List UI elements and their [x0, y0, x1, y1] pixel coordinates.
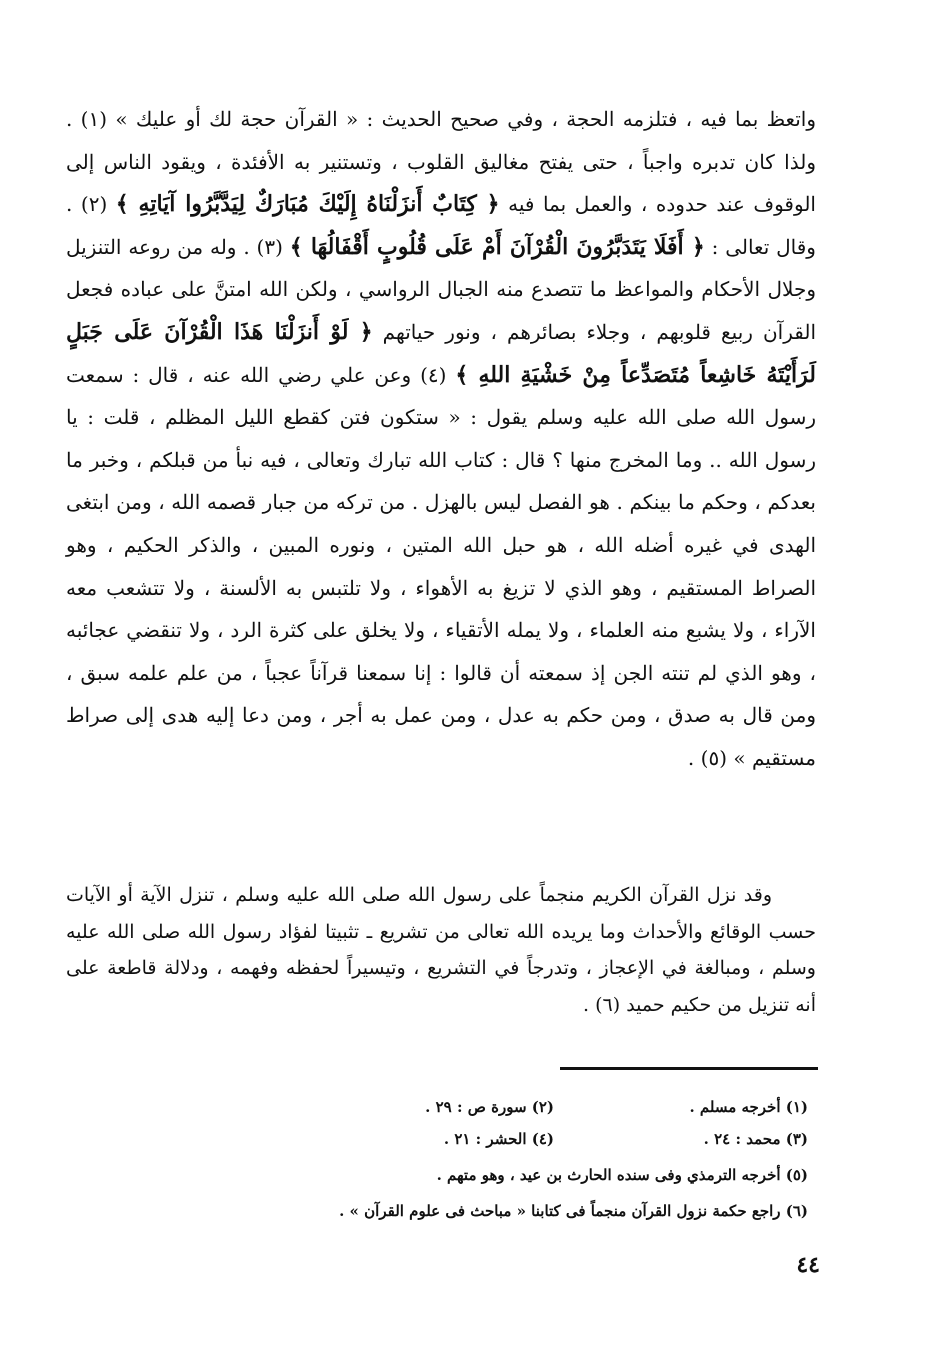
- footnote-3: (٣) محمد : ٢٤ .: [703, 1130, 808, 1148]
- quran-verse: ﴿ أَفَلَا يَتَدَبَّرُونَ الْقُرْآنَ أَمْ عَلَى قُلُوبٍ أَقْفَالُهَا ﴾: [289, 233, 705, 260]
- text-segment: (٢) . وقال تعالى :: [66, 192, 816, 259]
- text-segment: (٣) . وله من روعه التنزيل وجلال الأحكام والمواعظ ما تتصدع منه الجبال الرواسي ، ولكن الله امتنَّ على عباده فجعل القرآن ربيع قلوبهم ، وجلاء بصائرهم ، ونور حياتهم: [66, 234, 817, 344]
- paragraph-text: وقد نزل القرآن الكريم منجماً على رسول الله صلى الله عليه وسلم ، تنزل الآية أو الآيات حسب الوقائع والأحداث وما يريده الله تعالى من تشريع ـ تثبيتا لفؤاد رسول الله صلى الله عليه وسلم ، ومبالغة في الإعجاز ، وتدرجاً في التشريع ، وتيسيراً لحفظه وفهمه ، ودلالة قاطعة على أنه تنزيل من حكيم حميد (٦) .: [66, 884, 816, 1016]
- footnote-4: (٤) الحشر : ٢١ .: [443, 1130, 554, 1148]
- body-text: [66, 98, 816, 780]
- text-segment: واتعظ بما فيه ، فتلزمه الحجة ، وفي صحيح الحديث : « القرآن حجة لك أو عليك » (١) . ولذا كان تدبره واجباً ، حتى يفتح مغاليق القلوب ، وتستنير به الأفئدة ، ويقود الناس إلى الوقوف عند حدوده ، والعمل بما فيه: [66, 107, 816, 217]
- footnote-separator: [560, 1067, 818, 1070]
- footnotes-short: [320, 1094, 808, 1152]
- footnote-1: (١) أخرجه مسلم .: [689, 1098, 808, 1116]
- footnote-5: (٥) أخرجه الترمذي وفى سنده الحارث بن عيد ، وهو متهم .: [436, 1166, 808, 1184]
- footnote-2: (٢) سورة ص : ٢٩ .: [425, 1098, 554, 1116]
- second-paragraph: [66, 877, 816, 1023]
- quran-verse: ﴿ لَوْ أَنزَلْنَا هَذَا الْقُرْآنَ عَلَى جَبَلٍ لَرَأَيْتَهُ خَاشِعاً مُتَصَدِّعاً مِنْ خَشْيَةِ اللهِ ﴾: [66, 318, 816, 388]
- text-segment: (٤) وعن علي رضي الله عنه ، قال : سمعت رسول الله صلى الله عليه وسلم يقول : « ستكون فتن كقطع الليل المظلم ، قلت : يا رسول الله .. وما المخرج منها ؟ قال : كتاب الله تبارك وتعالى ، فيه نبأ من قبلكم ، وخبر ما بعدكم ، وحكم ما بينكم . هو الفصل ليس بالهزل . من تركه من جبار قصمه الله ، ومن ابتغى الهدى في غيره أضله الله ، هو حبل الله المتين ، ونوره المبين ، والذكر الحكيم ، وهو الصراط المستقيم ، وهو الذي لا تزيغ به الأهواء ، ولا تلتبس به الألسنة ، ولا تتشعب معه الآراء ، ولا يشبع منه العلماء ، ولا يمله الأتقياء ، ولا يخلق على كثرة الرد ، ولا تنقضي عجائبه ، وهو الذي لم تنته الجن إذ سمعته أن قالوا : إنا سمعنا قرآناً عجباً ، من علم علمه سبق ، ومن قال به صدق ، ومن حكم به عدل ، ومن عمل به أجر ، ومن دعا إليه هدى إلى صراط مستقيم » (٥) .: [66, 362, 817, 770]
- footnote-6: (٦) راجع حكمة نزول القرآن منجماً فى كتابنا « مباحث فى علوم القرآن » .: [339, 1202, 808, 1220]
- quran-verse: ﴿ كِتَابٌ أَنزَلْنَاهُ إِلَيْكَ مُبَارَكٌ لِيَدَّبَّرُوا آيَاتِهِ ﴾: [115, 191, 500, 218]
- page-number: ٤٤: [796, 1252, 820, 1278]
- main-paragraph: [66, 98, 816, 780]
